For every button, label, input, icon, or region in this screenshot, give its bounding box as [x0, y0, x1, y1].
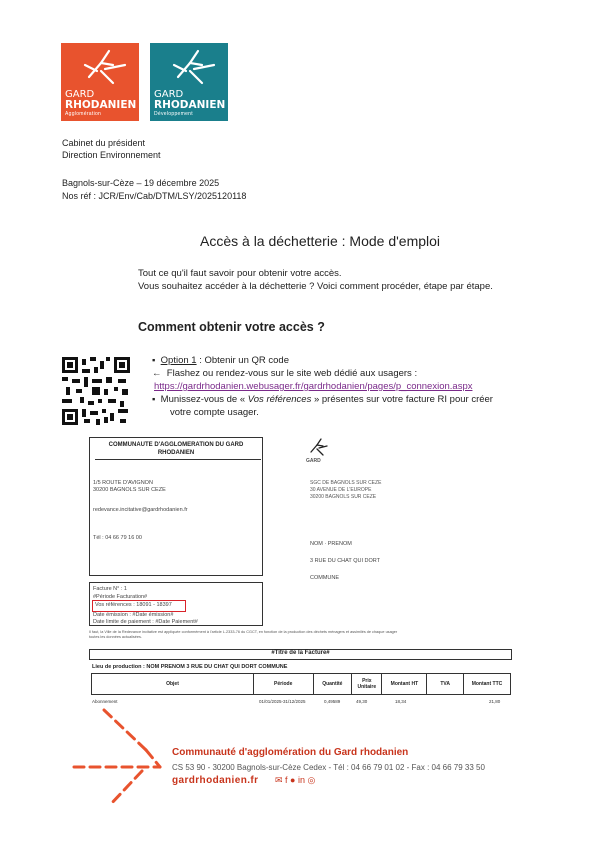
invoice-org-tel: Tél : 04 66 79 16 00 — [93, 535, 142, 541]
date-line: Bagnols-sur-Cèze – 19 décembre 2025 — [62, 178, 220, 188]
invoice-fine-print — [89, 630, 509, 640]
invoice-org-address-1: 1/5 ROUTE D'AVIGNON — [93, 480, 153, 486]
col-periode: Période — [253, 674, 313, 695]
logo-developpement — [150, 43, 228, 121]
logo-subtext: Développement — [154, 111, 193, 117]
invoice-number: Facture N° : 1 — [93, 586, 127, 592]
footer-org: Communauté d'agglomération du Gard rhodanien — [172, 747, 409, 758]
flash-text: Flashez ou rendez-vous sur le site web dédié aux usagers : — [166, 368, 418, 379]
footer-social-icons[interactable]: ✉ f ● in ◎ — [275, 775, 316, 785]
invoice-city: COMMUNE — [310, 575, 340, 581]
cell-montant-ttc: 21,80 — [489, 699, 501, 704]
invoice-date-emission: Date émission : #Date émission# — [93, 612, 174, 618]
invoice-lieu: Lieu de production : NOM PRENOM 3 RUE DU CHAT QUI DORT COMMUNE — [92, 664, 288, 670]
sender-line-2: Direction Environnement — [62, 150, 161, 160]
invoice-name: NOM · PRENOM — [310, 541, 352, 547]
bullet-icon: ▪ — [152, 355, 161, 366]
reference-line: Nos réf : JCR/Env/Cab/DTM/LSY/2025120118 — [62, 191, 247, 201]
invoice-logo-text: GARD — [306, 458, 321, 464]
footer-decoration-icon — [60, 705, 170, 815]
col-montant-ttc: Montant TTC — [463, 674, 510, 695]
qr-code[interactable] — [62, 357, 130, 425]
connexion-link[interactable]: https://gardrhodanien.webusager.fr/gardrhodanien/pages/p_connexion.aspx — [154, 381, 473, 392]
cell-montant-ht: 18,34 — [395, 699, 407, 704]
fine-print-2: toutes les données actualisées. — [89, 635, 142, 639]
col-montant-ht: Montant HT — [382, 674, 427, 695]
recipient-line-1: SGC DE BAGNOLS SUR CEZE — [310, 480, 382, 486]
intro-line-1: Tout ce qu'il faut savoir pour obtenir votre accès. — [138, 268, 342, 279]
cell-objet: Abonnement — [92, 699, 118, 704]
recipient-line-2: 30 AVENUE DE L'EUROPE — [310, 487, 372, 493]
logo-subtext: Agglomération — [65, 111, 102, 117]
option-label: Option 1 — [160, 355, 197, 366]
footer-website-link[interactable]: gardrhodanien.fr — [172, 775, 259, 786]
munissez-post: » présentes sur votre facture RI pour créer — [311, 394, 493, 405]
cell-periode: 01/01/2025-31/12/2025 — [259, 699, 306, 704]
logo-text-1: GARD — [65, 89, 95, 100]
footer-address: CS 53 90 - 30200 Bagnols-sur-Cèze Cedex - Tél : 04 66 79 01 02 - Fax : 04 66 79 33 50 — [172, 763, 485, 772]
invoice-date-limite: Date limite de paiement : #Date Paiement# — [93, 619, 198, 625]
section-heading: Comment obtenir votre accès ? — [138, 320, 325, 334]
col-objet: Objet — [92, 674, 254, 695]
step-flash — [152, 367, 530, 380]
col-tva: TVA — [427, 674, 464, 695]
logo-agglomeration — [61, 43, 139, 121]
invoice-facture-title: #Titre de la Facture# — [271, 650, 330, 656]
munissez-emphasis: Vos références — [247, 394, 312, 405]
invoice-references: Vos références : 18091 - 18397 — [95, 602, 172, 608]
recipient-line-3: 30200 BAGNOLS SUR CEZE — [310, 494, 377, 500]
col-quantite: Quantité — [313, 674, 352, 695]
fine-print-1: Il faut, la Ville de la Redevance incitative est appliquée conformément à l'article L.2333-76 du CGCT, en fonction de la production des déchets ménagers et assimilés de chaque usager — [89, 630, 398, 634]
option-text: : Obtenir un QR code — [196, 355, 289, 366]
intro-line-2: Vous souhaitez accéder à la déchetterie ? Voici comment procéder, étape par étape. — [138, 281, 493, 292]
invoice-org-title — [89, 441, 263, 457]
bullet-icon: ▪ — [152, 394, 161, 405]
step-option-1 — [152, 354, 289, 367]
munissez-pre: Munissez-vous de « — [160, 394, 248, 405]
cell-quantite: 0,49589 — [324, 699, 341, 704]
page-title: Accès à la déchetterie : Mode d'emploi — [200, 233, 441, 249]
invoice-org-title-2: RHODANIEN — [157, 450, 195, 456]
invoice-period: #Période Facturation# — [93, 594, 148, 600]
step-munissez-line-2: votre compte usager. — [170, 407, 259, 418]
col-prix: Prix Unitaire — [352, 674, 382, 695]
sender-line-1: Cabinet du président — [62, 138, 146, 148]
invoice-table — [91, 673, 511, 695]
invoice-street: 3 RUE DU CHAT QUI DORT — [310, 558, 380, 564]
invoice-org-address-2: 30200 BAGNOLS SUR CEZE — [93, 487, 166, 493]
arrow-left-icon: ← — [152, 368, 167, 379]
invoice-org-title-1: COMMUNAUTE D'AGGLOMERATION DU GARD — [108, 442, 244, 448]
logo-text-1: GARD — [154, 89, 184, 100]
logo-text-2: RHODANIEN — [65, 99, 137, 111]
step-munissez — [152, 393, 493, 406]
cell-prix: 49,30 — [356, 699, 368, 704]
invoice-org-email: redevance.incitative@gardrhodanien.fr — [93, 507, 188, 513]
logo-text-2: RHODANIEN — [154, 99, 226, 111]
